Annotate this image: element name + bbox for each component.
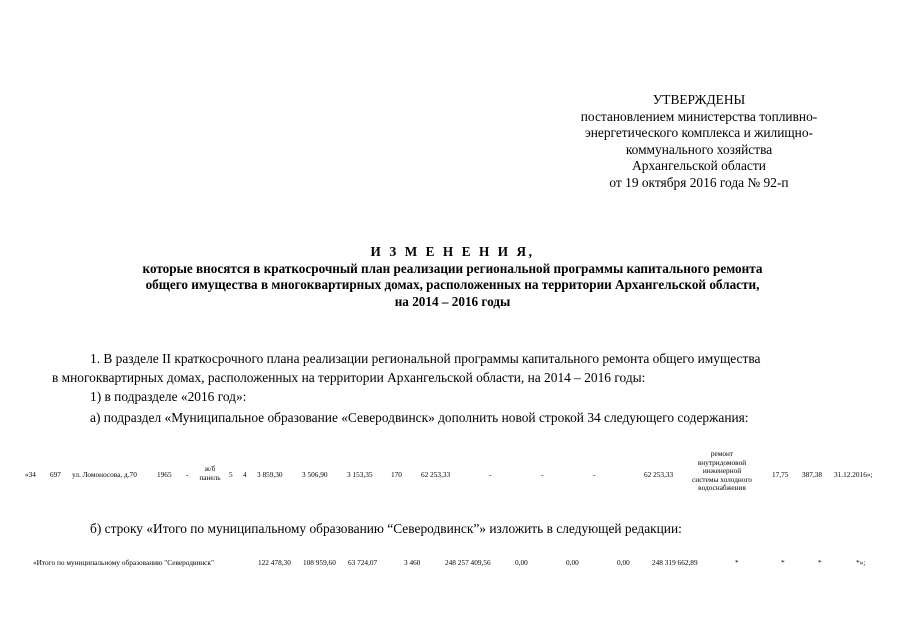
row34-year-overhaul: -	[186, 470, 189, 479]
paragraph-1-line-1: 1. В разделе II краткосрочного плана реализации региональной программы капитального ремонта общего имущества	[90, 351, 761, 366]
paragraph-3: а) подраздел «Муниципальное образование «Северодвинск» дополнить новой строкой 34 следующего содержания:	[90, 410, 749, 425]
total-col-d: *»;	[856, 558, 866, 567]
approval-line-4: коммунального хозяйства	[625, 141, 773, 157]
row34-id: 697	[50, 470, 61, 479]
row34-floors: 5	[229, 470, 233, 479]
row34-budget-local: -	[593, 470, 596, 479]
row34-deadline: 31.12.2016»;	[834, 470, 873, 479]
row34-cost-total: 62 253,33	[421, 470, 451, 479]
row34-address: ул. Ломоносова, д.70	[72, 470, 137, 479]
total-col-b: *	[781, 558, 785, 567]
document-title	[0, 244, 905, 310]
title-heading: И З М Е Н Е Н И Я,	[370, 244, 535, 259]
total-owners: 248 319 662,89	[652, 558, 698, 567]
title-line-3: на 2014 – 2016 годы	[394, 293, 511, 309]
paragraph-4: б) строку «Итого по муниципальному образованию “Северодвинск”» изложить в следующей редакции:	[90, 521, 682, 536]
row34-entrances: 4	[243, 470, 247, 479]
title-line-1: которые вносятся в краткосрочный план реализации региональной программы капитального ремонта	[142, 260, 763, 276]
approval-line-5: Архангельской области	[632, 158, 766, 174]
row34-owners: 62 253,33	[644, 470, 674, 479]
paragraph-2: 1) в подразделе «2016 год»:	[90, 389, 247, 404]
row34-work-line-1: ремонт	[710, 449, 734, 458]
total-fund: 0,00	[515, 558, 528, 567]
total-budget-local: 0,00	[617, 558, 630, 567]
total-cost-total: 248 257 409,56	[445, 558, 491, 567]
approval-line-6: от 19 октября 2016 года № 92-п	[609, 174, 789, 190]
total-label: «Итого по муниципальному образованию "Северодвинск"	[33, 558, 214, 567]
table-row-34	[0, 450, 905, 502]
row34-cost-per-m2: 17,75	[772, 470, 789, 479]
title-line-2: общего имущества в многоквартирных домах, расположенных на территории Архангельской области,	[145, 277, 760, 293]
row34-wall-line-2: панель	[199, 472, 221, 482]
total-area-total: 122 478,30	[258, 558, 291, 567]
row34-wall-line-1: ж/б	[204, 464, 216, 473]
total-area-living: 63 724,07	[348, 558, 378, 567]
paragraph-1-line-2: в многоквартирных домах, расположенных на территории Архангельской области, на 2014 – 2016 годы:	[52, 370, 646, 385]
approval-block	[540, 92, 858, 192]
row34-work-line-3: инженерной	[702, 466, 742, 476]
total-budget-region: 0,00	[566, 558, 579, 567]
row34-work-line-4: системы холодного	[692, 474, 752, 484]
approval-line-3: энергетического комплекса и жилищно-	[584, 125, 814, 141]
row34-residents: 170	[391, 470, 402, 479]
total-residents: 3 460	[404, 558, 421, 567]
row34-work-line-5: водоснабжения	[698, 483, 746, 493]
row34-limit-per-m2: 387,38	[802, 470, 823, 479]
row34-area-premises: 3 506,90	[302, 470, 328, 479]
total-area-premises: 108 959,60	[303, 558, 336, 567]
total-col-c: *	[818, 558, 822, 567]
row34-work-type	[682, 450, 762, 493]
row34-area-living: 3 153,35	[347, 470, 373, 479]
row34-work-line-2: внутридомовой	[697, 457, 747, 467]
row34-budget-region: -	[541, 470, 544, 479]
row34-area-total: 3 859,30	[257, 470, 283, 479]
table-row-total	[0, 558, 905, 570]
row34-wall-material	[194, 465, 226, 482]
row34-year-built: 1965	[157, 470, 172, 479]
row34-fund: -	[489, 470, 492, 479]
row34-num: «34	[25, 470, 36, 479]
approval-line-1: УТВЕРЖДЕНЫ	[652, 92, 746, 107]
total-col-a: *	[735, 558, 739, 567]
approval-line-2: постановлением министерства топливно-	[580, 108, 818, 124]
